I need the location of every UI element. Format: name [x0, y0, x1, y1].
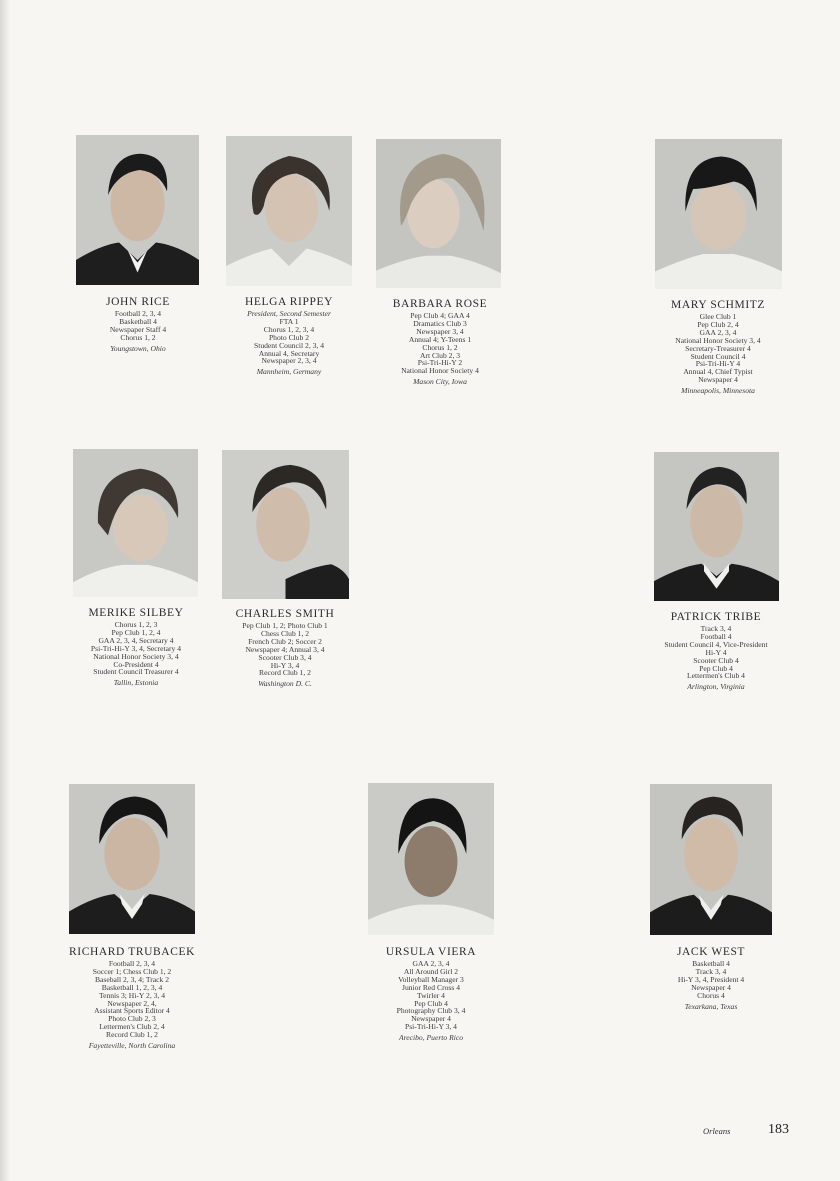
activity: Pep Club 4	[414, 998, 448, 1008]
hometown: Texarkana, Texas	[684, 1001, 738, 1011]
activity: Annual 4, Chief Typist	[683, 367, 753, 377]
activities-list	[621, 625, 811, 680]
activity: Photo Club 2	[268, 332, 310, 342]
student-name: PATRICK TRIBE	[670, 611, 762, 623]
activity: Newspaper 4	[411, 1014, 451, 1024]
activity: Assistant Sports Editor 4	[94, 1006, 170, 1016]
activity: Hi-Y 3, 4	[270, 660, 300, 670]
hometown: Washington D. C.	[258, 679, 312, 689]
activity: French Club 2; Soccer 2	[248, 636, 322, 646]
activity: Chorus 1, 2, 3, 4	[263, 324, 315, 334]
hometown: Arecibo, Puerto Rico	[398, 1033, 464, 1043]
page-number: 183	[768, 1122, 789, 1137]
activity: Record Club 1, 2	[106, 1030, 158, 1040]
activity: Lettermen's Club 4	[687, 671, 745, 681]
student-name: RICHARD TRUBACEK	[69, 946, 195, 958]
activity: Volleyball Manager 3	[398, 974, 464, 984]
activity: Basketball 1, 2, 3, 4	[101, 982, 163, 992]
activity: Chorus 1, 2	[422, 342, 458, 352]
activity: Basketball 4	[692, 959, 730, 968]
activity: Track 3, 4	[695, 966, 727, 976]
activity: Pep Club 2, 4	[697, 319, 739, 329]
student-entry	[355, 298, 525, 386]
activities-list	[346, 960, 516, 1031]
activity: Chorus 1, 2	[120, 332, 156, 342]
student-entry	[628, 299, 808, 395]
portrait-photo	[650, 784, 772, 935]
activities-list	[626, 960, 796, 1000]
activity: Newspaper 2, 3, 4	[261, 356, 317, 366]
student-entry	[58, 296, 218, 353]
activity: Photo Club 2, 3	[108, 1014, 156, 1024]
activity: National Honor Society 3, 4	[675, 335, 761, 345]
portrait-photo	[226, 136, 352, 286]
activity: Newspaper 4	[698, 375, 738, 385]
student-name: URSULA VIERA	[385, 946, 477, 958]
activity: Student Council 4, Vice-President	[664, 639, 768, 649]
activity: Co-President 4	[113, 659, 159, 669]
activity: Hi-Y 4	[705, 647, 727, 657]
footer-school-name: Orleans	[703, 1126, 731, 1136]
activity: Psi-Tri-Hi-Y 2	[417, 358, 463, 368]
portrait-photo	[222, 450, 349, 599]
activity: Record Club 1, 2	[259, 668, 311, 678]
activity: Student Council Treasurer 4	[93, 667, 179, 677]
hometown: Arlington, Virginia	[687, 682, 745, 692]
activity: Student Council 4	[690, 351, 746, 361]
activity: National Honor Society 3, 4	[93, 651, 179, 661]
activities-list	[58, 310, 218, 342]
portrait-photo	[73, 449, 198, 597]
activity: Twirler 4	[417, 990, 445, 1000]
activity: GAA 2, 3, 4, Secretary 4	[98, 635, 174, 645]
activity: Psi-Tri-Hi-Y 3, 4	[405, 1022, 457, 1032]
activity: Art Club 2, 3	[419, 350, 461, 360]
student-name: MERIKE SILBEY	[88, 607, 184, 619]
hometown: Fayetteville, North Carolina	[88, 1041, 176, 1051]
student-name: JACK WEST	[676, 946, 746, 958]
activity: Pep Club 4; GAA 4	[410, 311, 470, 320]
activity: Football 2, 3, 4	[114, 309, 162, 318]
portrait-photo	[368, 783, 494, 935]
activity: Dramatics Club 3	[413, 318, 467, 328]
hometown: Mason City, Iowa	[413, 377, 467, 387]
activity: Pep Club 4	[699, 663, 733, 673]
activity: Newspaper 2, 4,	[107, 998, 157, 1008]
activity: All Around Girl 2	[403, 966, 459, 976]
activity: National Honor Society 4	[401, 366, 479, 376]
activity: Annual 4; Y-Teens 1	[408, 334, 472, 344]
student-entry	[346, 946, 516, 1042]
student-entry	[626, 946, 796, 1011]
activity: Chorus 1, 2, 3	[114, 620, 158, 629]
activity: Annual 4, Secretary	[258, 348, 320, 358]
activity: Student Council 2, 3, 4	[253, 340, 325, 350]
activities-list	[47, 960, 217, 1039]
portrait-photo	[69, 784, 195, 934]
activity: Chess Club 1, 2	[260, 628, 310, 638]
portrait-photo	[655, 139, 782, 289]
activity: FTA 1	[279, 316, 299, 326]
activity: Scooter Club 4	[693, 655, 739, 665]
student-name: HELGA RIPPEY	[244, 296, 334, 308]
student-entry	[204, 296, 374, 376]
activity: Hi-Y 3, 4, President 4	[677, 974, 745, 984]
student-entry	[47, 946, 217, 1050]
activities-list	[204, 310, 374, 365]
activity: Soccer 1; Chess Club 1, 2	[92, 966, 172, 976]
activity: Glee Club 1	[699, 312, 737, 321]
activities-list	[355, 312, 525, 375]
activities-list	[195, 622, 375, 677]
page-gutter-shadow	[0, 0, 10, 1181]
hometown: Minneapolis, Minnesota	[681, 386, 755, 396]
activity: Psi-Tri-Hi-Y 4	[695, 359, 741, 369]
activity: Chorus 4	[697, 990, 725, 1000]
student-entry	[621, 611, 811, 691]
activity: Lettermen's Club 2, 4	[99, 1022, 165, 1032]
hometown: Tallin, Estonia	[113, 678, 159, 688]
activity: Junior Red Cross 4	[401, 982, 460, 992]
activities-list	[628, 313, 808, 384]
student-name: MARY SCHMITZ	[671, 299, 765, 311]
activity: Baseball 2, 3, 4; Track 2	[94, 974, 170, 984]
office-title: President, Second Semester	[247, 309, 331, 318]
hometown: Youngstown, Ohio	[110, 343, 166, 353]
activity: Scooter Club 3, 4	[258, 652, 312, 662]
portrait-photo	[76, 135, 199, 285]
activity: Psi-Tri-Hi-Y 3, 4, Secretary 4	[90, 643, 182, 653]
student-name: BARBARA ROSE	[392, 298, 488, 310]
activity: Tennis 3; Hi-Y 2, 3, 4	[98, 990, 166, 1000]
student-name: CHARLES SMITH	[235, 608, 335, 620]
activity: Newspaper 4	[691, 982, 731, 992]
activity: Newspaper 4; Annual 3, 4	[245, 644, 325, 654]
activity: Secretary-Treasurer 4	[685, 343, 751, 353]
activity: Football 4	[700, 631, 732, 641]
activity: GAA 2, 3, 4	[699, 327, 737, 337]
activity: Football 2, 3, 4	[108, 959, 156, 968]
activity: Newspaper 3, 4	[416, 326, 464, 336]
activity: GAA 2, 3, 4	[412, 959, 450, 968]
activity: Track 3, 4	[700, 624, 732, 633]
activity: Newspaper Staff 4	[109, 324, 167, 334]
activity: Pep Club 1, 2, 4	[111, 627, 161, 637]
student-name: JOHN RICE	[106, 296, 170, 308]
activity: Pep Club 1, 2; Photo Club 1	[242, 621, 328, 630]
activity: Photography Club 3, 4	[396, 1006, 466, 1016]
portrait-photo	[376, 139, 501, 288]
activity: Basketball 4	[119, 316, 157, 326]
student-entry	[195, 608, 375, 688]
portrait-photo	[654, 452, 779, 601]
hometown: Mannheim, Germany	[256, 367, 322, 377]
